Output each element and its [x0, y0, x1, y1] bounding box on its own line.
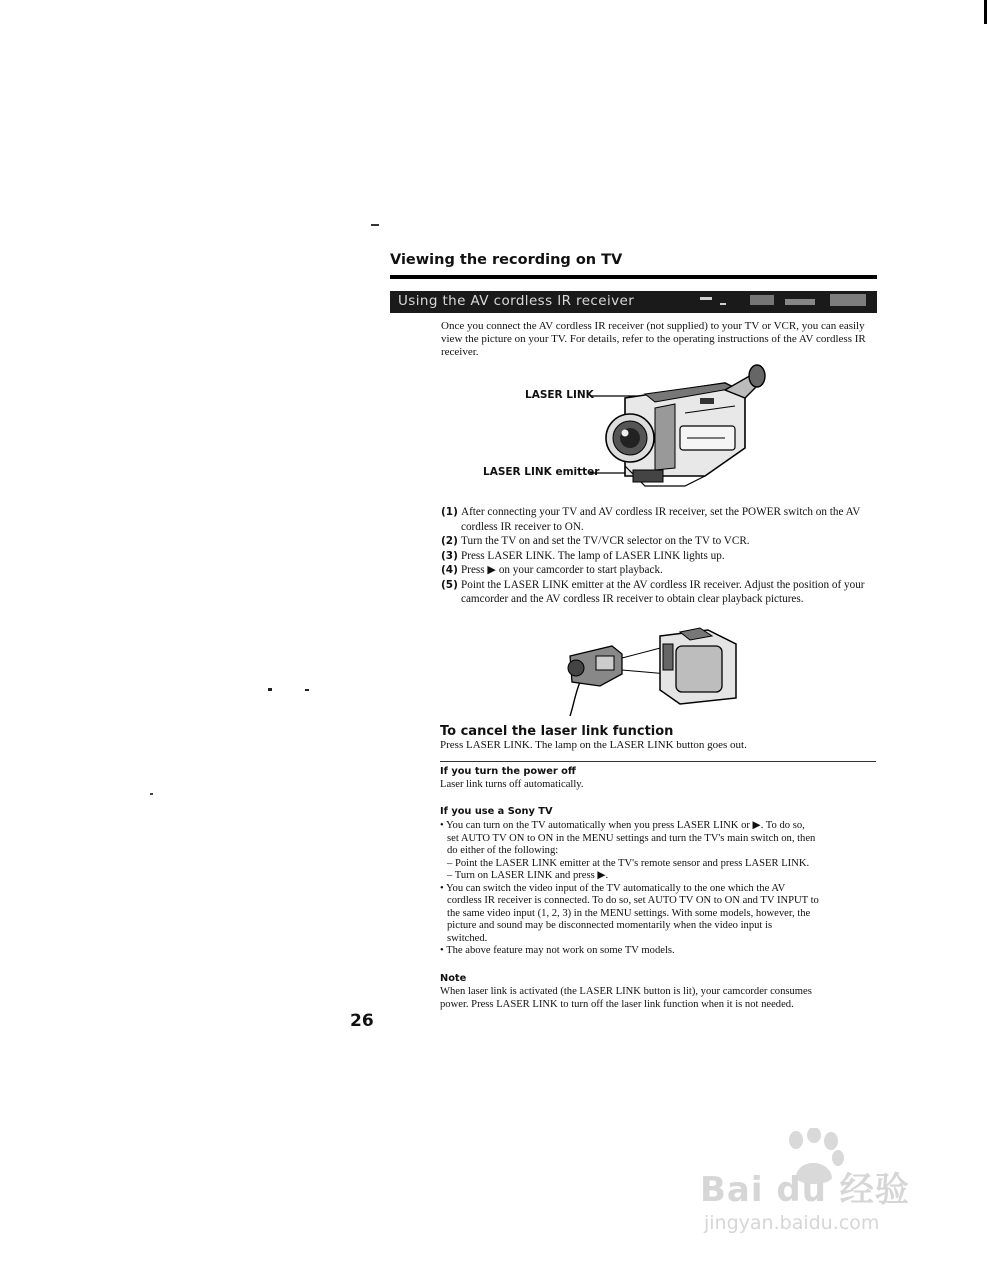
callout-laser-link: LASER LINK [525, 389, 594, 401]
camcorder-illustration [585, 358, 775, 498]
callout-laser-link-emitter: LASER LINK emitter [483, 466, 600, 478]
sony-tv-line: switched. [447, 932, 488, 944]
title-rule [390, 275, 877, 279]
baidu-watermark [700, 1128, 940, 1248]
baidu-logo-text: Bai du 经验 [700, 1170, 910, 1210]
scan-mark [150, 793, 153, 795]
sony-tv-line: cordless IR receiver is connected. To do so, set AUTO TV ON to ON and TV INPUT to [447, 895, 819, 906]
step-item [441, 534, 881, 549]
sony-tv-line: • You can switch the video input of the TV automatically to the one which the AV [440, 882, 786, 894]
sony-tv-line: the same video input (1, 2, 3) in the MENU settings. With some models, however, the [447, 907, 811, 919]
scan-mark [984, 0, 987, 24]
step-number: (4) [441, 564, 458, 576]
camcorder-tv-illustration [560, 624, 745, 720]
step-number: (1) [441, 506, 458, 518]
baidu-url: jingyan.baidu.com [704, 1212, 880, 1234]
scan-mark [371, 224, 379, 226]
step-item [441, 505, 881, 534]
steps-list [441, 505, 881, 607]
page-number: 26 [350, 1011, 374, 1031]
note-line: When laser link is activated (the LASER LINK button is lit), your camcorder consumes [440, 986, 812, 997]
sony-tv-line: do either of the following: [447, 845, 559, 856]
note-heading: Note [440, 973, 467, 984]
sony-tv-line: • You can turn on the TV automatically when you press LASER LINK or ▶. To do so, [440, 820, 805, 831]
sony-tv-notes [440, 820, 885, 958]
subheader-bar [390, 291, 877, 313]
step-text: After connecting your TV and AV cordless IR receiver, set the POWER switch on the AV cordless IR receiver to ON. [461, 506, 861, 533]
sony-tv-line: – Turn on LASER LINK and press ▶. [447, 870, 609, 881]
step-number: (3) [441, 549, 458, 562]
cancel-heading: To cancel the laser link function [440, 724, 674, 739]
step-number: (5) [441, 578, 458, 591]
step-text: Press LASER LINK. The lamp of LASER LINK lights up. [461, 549, 725, 562]
scan-mark [305, 689, 309, 691]
step-text: Point the LASER LINK emitter at the AV cordless IR receiver. Adjust the position of your camcorder and the AV cordless IR receiver to obtain clear playback pictures. [461, 578, 865, 605]
step-text: Press ▶ on your camcorder to start playback. [461, 564, 663, 576]
step-item [441, 563, 881, 578]
intro-paragraph: Once you connect the AV cordless IR receiver (not supplied) to your TV or VCR, you can easily view the picture on your TV. For details, refer to the operating instructions of the AV cordless IR receiver. [441, 320, 866, 358]
notes-rule [440, 761, 876, 762]
note-line: power. Press LASER LINK to turn off the laser link function when it is not needed. [440, 998, 794, 1010]
step-number: (2) [441, 535, 458, 547]
sony-tv-line: – Point the LASER LINK emitter at the TV's remote sensor and press LASER LINK. [447, 857, 810, 869]
sony-tv-line: • The above feature may not work on some TV models. [440, 945, 675, 956]
section-title: Viewing the recording on TV [390, 252, 623, 268]
sony-tv-heading: If you use a Sony TV [440, 806, 553, 817]
step-item [441, 549, 881, 564]
step-text: Turn the TV on and set the TV/VCR selector on the TV to VCR. [461, 535, 750, 547]
note-text [440, 986, 885, 1011]
cancel-text: Press LASER LINK. The lamp on the LASER LINK button goes out. [440, 739, 747, 751]
step-item [441, 578, 881, 607]
power-off-text: Laser link turns off automatically. [440, 779, 584, 790]
sony-tv-line: set AUTO TV ON to ON in the MENU settings and turn the TV's main switch on, then [447, 832, 816, 844]
sony-tv-line: picture and sound may be disconnected momentarily when the video input is [447, 920, 773, 931]
subheader-title: Using the AV cordless IR receiver [398, 293, 635, 309]
scan-mark [268, 688, 272, 691]
power-off-heading: If you turn the power off [440, 766, 576, 777]
